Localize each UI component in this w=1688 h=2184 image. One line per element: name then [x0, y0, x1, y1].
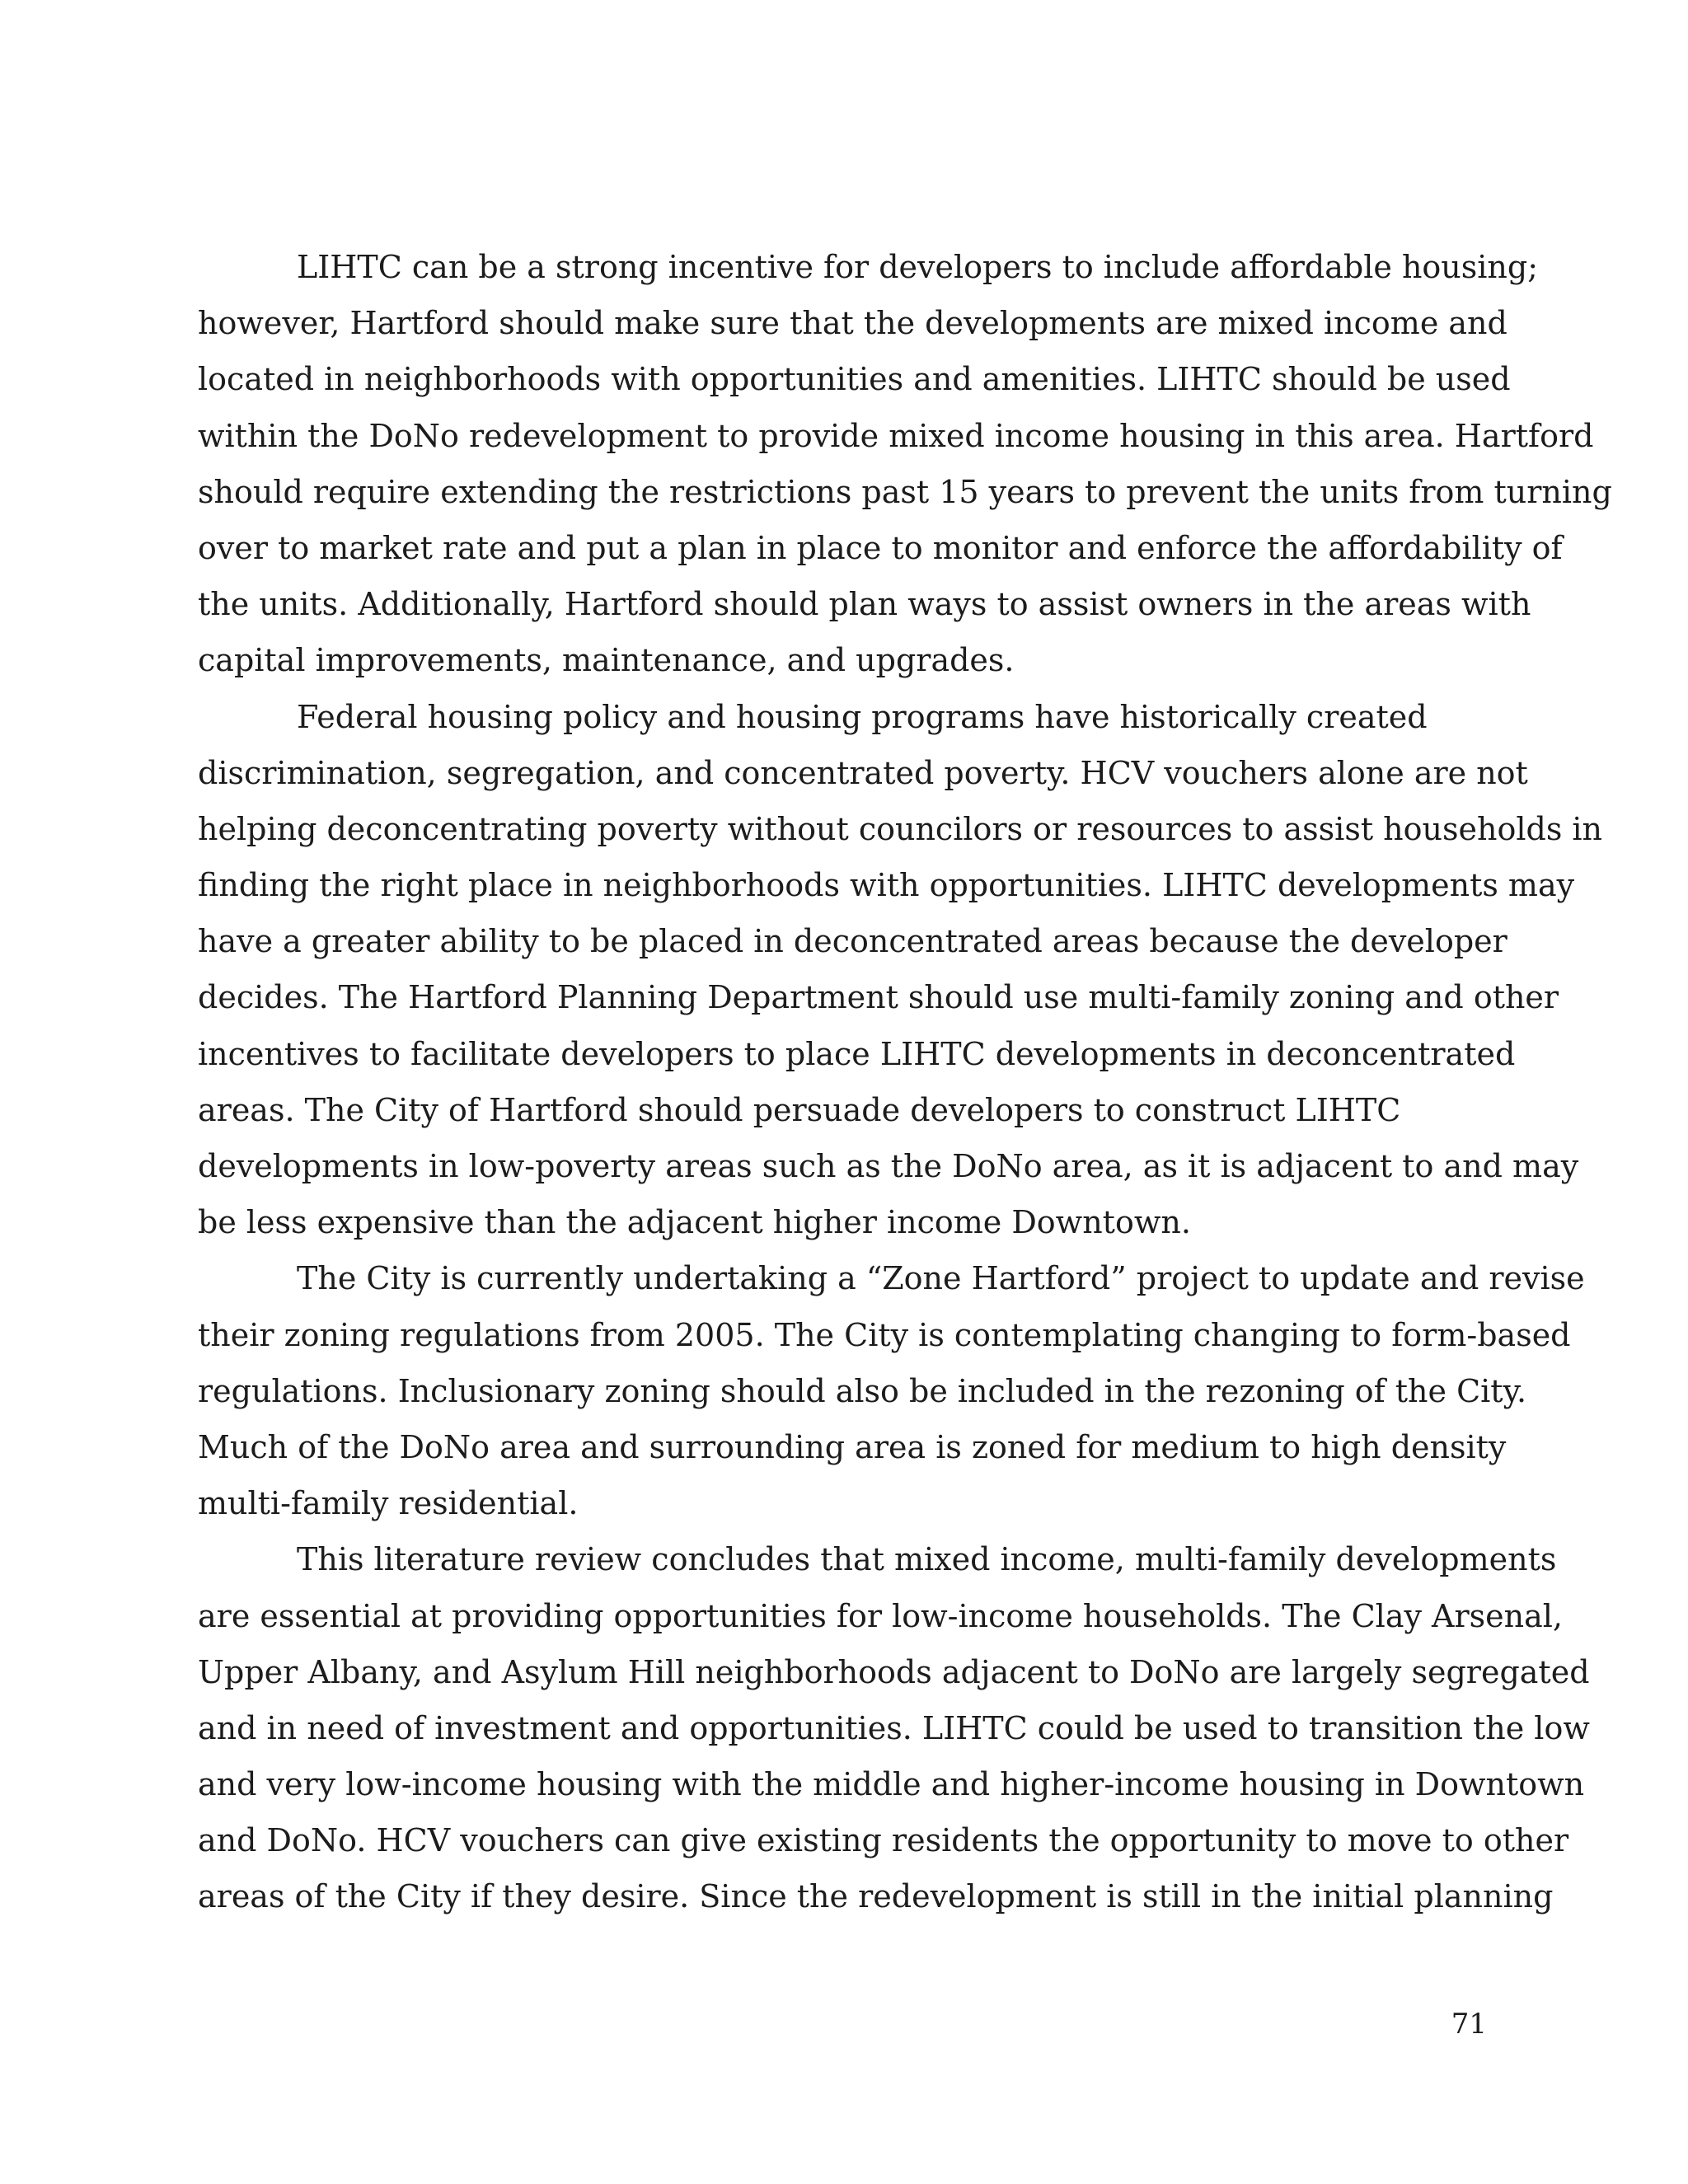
- text-line: finding the right place in neighborhoods with opportunities. LIHTC developments may: [198, 867, 1575, 904]
- text-line: however, Hartford should make sure that the developments are mixed income and: [198, 305, 1507, 342]
- text-line: multi-family residential.: [198, 1485, 579, 1522]
- text-line: discrimination, segregation, and concentrated poverty. HCV vouchers alone are not: [198, 754, 1528, 791]
- body-text: [198, 239, 1612, 1925]
- text-line: incentives to facilitate developers to place LIHTC developments in deconcentrated: [198, 1035, 1516, 1072]
- text-line: be less expensive than the adjacent higher income Downtown.: [198, 1204, 1191, 1241]
- text-line: the units. Additionally, Hartford should plan ways to assist owners in the areas with: [198, 586, 1531, 623]
- text-line: over to market rate and put a plan in place to monitor and enforce the affordability of: [198, 529, 1563, 566]
- text-line: regulations. Inclusionary zoning should also be included in the rezoning of the City.: [198, 1372, 1527, 1409]
- text-line: have a greater ability to be placed in deconcentrated areas because the developer: [198, 923, 1507, 960]
- text-line: their zoning regulations from 2005. The City is contemplating changing to form-based: [198, 1316, 1571, 1353]
- text-line: located in neighborhoods with opportunities and amenities. LIHTC should be used: [198, 361, 1511, 398]
- text-line: LIHTC can be a strong incentive for developers to include affordable housing;: [297, 249, 1539, 285]
- text-line: Much of the DoNo area and surrounding area is zoned for medium to high density: [198, 1428, 1507, 1465]
- text-line: developments in low-poverty areas such as the DoNo area, as it is adjacent to and may: [198, 1148, 1579, 1184]
- text-line: This literature review concludes that mixed income, multi-family developments: [297, 1541, 1557, 1578]
- text-line: decides. The Hartford Planning Department should use multi-family zoning and other: [198, 979, 1559, 1016]
- text-line: Upper Albany, and Asylum Hill neighborhoods adjacent to DoNo are largely segregated: [198, 1653, 1590, 1690]
- text-line: areas of the City if they desire. Since the redevelopment is still in the initial planning: [198, 1878, 1554, 1915]
- text-line: within the DoNo redevelopment to provide mixed income housing in this area. Hartford: [198, 417, 1594, 454]
- text-line: should require extending the restrictions past 15 years to prevent the units from turning: [198, 473, 1612, 510]
- text-line: helping deconcentrating poverty without councilors or resources to assist households in: [198, 810, 1603, 847]
- text-line: and in need of investment and opportunities. LIHTC could be used to transition the low: [198, 1709, 1590, 1746]
- text-line: and very low-income housing with the middle and higher-income housing in Downtown: [198, 1766, 1585, 1803]
- text-line: The City is currently undertaking a “Zone Hartford” project to update and revise: [297, 1260, 1585, 1297]
- page-number: 71: [1451, 2008, 1487, 2041]
- text-line: Federal housing policy and housing programs have historically created: [297, 698, 1428, 735]
- text-line: capital improvements, maintenance, and upgrades.: [198, 642, 1015, 679]
- text-line: and DoNo. HCV vouchers can give existing residents the opportunity to move to other: [198, 1822, 1569, 1859]
- text-line: are essential at providing opportunities for low-income households. The Clay Arsenal,: [198, 1597, 1563, 1634]
- text-line: areas. The City of Hartford should persuade developers to construct LIHTC: [198, 1091, 1401, 1128]
